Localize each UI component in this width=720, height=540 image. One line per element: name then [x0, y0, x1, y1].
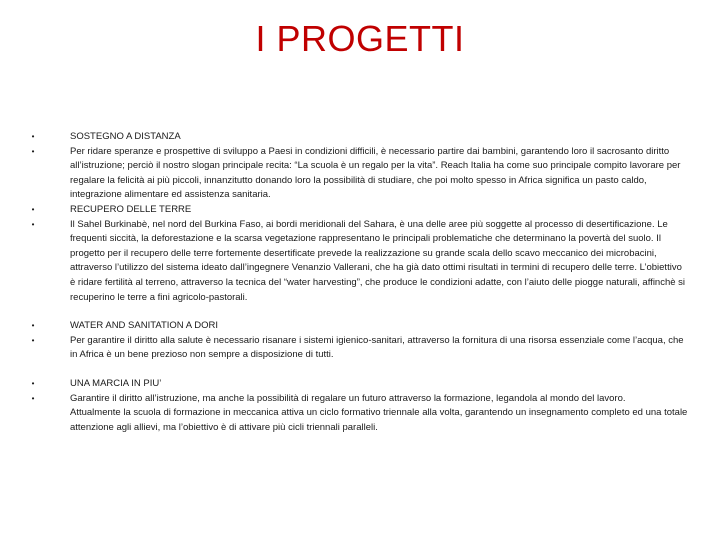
section-marcia-in-piu — [28, 377, 688, 435]
bullet-icon: • — [31, 219, 35, 229]
bullet-icon: • — [31, 146, 35, 156]
section-spacer — [28, 363, 688, 377]
bullet-icon: • — [31, 321, 35, 331]
bullet-icon: • — [31, 132, 35, 141]
item-paragraph: Il Sahel Burkinabè, nel nord del Burkina Faso, ai bordi meridionali del Sahara, è una delle aree più soggette al processo di desertificazione. Le frequenti siccità, la deforestazione e la scarsa vegetazione rappresentano le principali problematiche che determinano la povertà del suolo. Il progetto per il recupero delle terre fortemente desertificate prevede la realizzazione su grande scala dello scavo meccanico dei microbacini, attraverso l’utilizzo del sistema ideato dall’ingegnere Venanzio Vallerani, che ha già dato ottimi risultati in termini di recupero delle terre. L’obiettivo è ridare fertilità al terreno, attraverso la tecnica del “water harvesting”, che produce le condizioni adatte, con l’aiuto delle piogge naturali, affinchè si recuperino le terre a fini agricolo-pastorali. — [70, 218, 686, 303]
section-sostegno-recupero — [28, 130, 688, 305]
section-water-sanitation — [28, 319, 688, 363]
list-item — [28, 334, 688, 363]
item-heading: WATER AND SANITATION A DORI — [70, 320, 218, 332]
bullet-icon: • — [31, 335, 35, 345]
item-heading: RECUPERO DELLE TERRE — [70, 203, 192, 215]
item-heading: UNA MARCIA IN PIU’ — [70, 377, 162, 389]
list-item — [28, 203, 688, 218]
item-paragraph: Per garantire il diritto alla salute è necessario risanare i sistemi igienico-sanitari, attraverso la fornitura di una risorsa essenziale come l’acqua, che in Africa è un bene prezioso non sempre a disposizione di tutti. — [70, 334, 684, 361]
item-paragraph: Garantire il diritto all’istruzione, ma anche la possibilità di regalare un futuro attraverso la formazione, legandola al mondo del lavoro. Attualmente la scuola di formazione in meccanica attiva un ciclo formativo triennale alla volta, garantendo un insegnamento completo ed una totale attenzione agli allievi, ma l’obiettivo è di attivare più cicli triennali paralleli. — [70, 392, 688, 433]
bullet-icon: • — [31, 378, 35, 388]
list-item — [28, 145, 688, 203]
section-spacer — [28, 305, 688, 319]
item-heading: SOSTEGNO A DISTANZA — [70, 131, 181, 142]
list-item — [28, 392, 688, 436]
list-item — [28, 130, 688, 145]
list-item — [28, 218, 688, 306]
list-item — [28, 319, 688, 334]
bullet-icon: • — [31, 393, 35, 403]
bullet-list — [28, 130, 688, 435]
slide-title: I PROGETTI — [255, 18, 465, 59]
list-item — [28, 377, 688, 392]
bullet-icon: • — [31, 204, 35, 214]
item-paragraph: Per ridare speranze e prospettive di sviluppo a Paesi in condizioni difficili, è necessario partire dai bambini, garantendo loro il sacrosanto diritto all’istruzione; perciò il nostro slogan principale recita: “La scuola è un regalo per la vita”. Reach Italia ha come suo principale compito lavorare per regalare la felicità ai più piccoli, innanzitutto donando loro la possibilità di studiare, che poi molto spesso in Africa significa un pasto caldo, integrazione alimentare ed assistenza sanitaria. — [70, 145, 681, 201]
